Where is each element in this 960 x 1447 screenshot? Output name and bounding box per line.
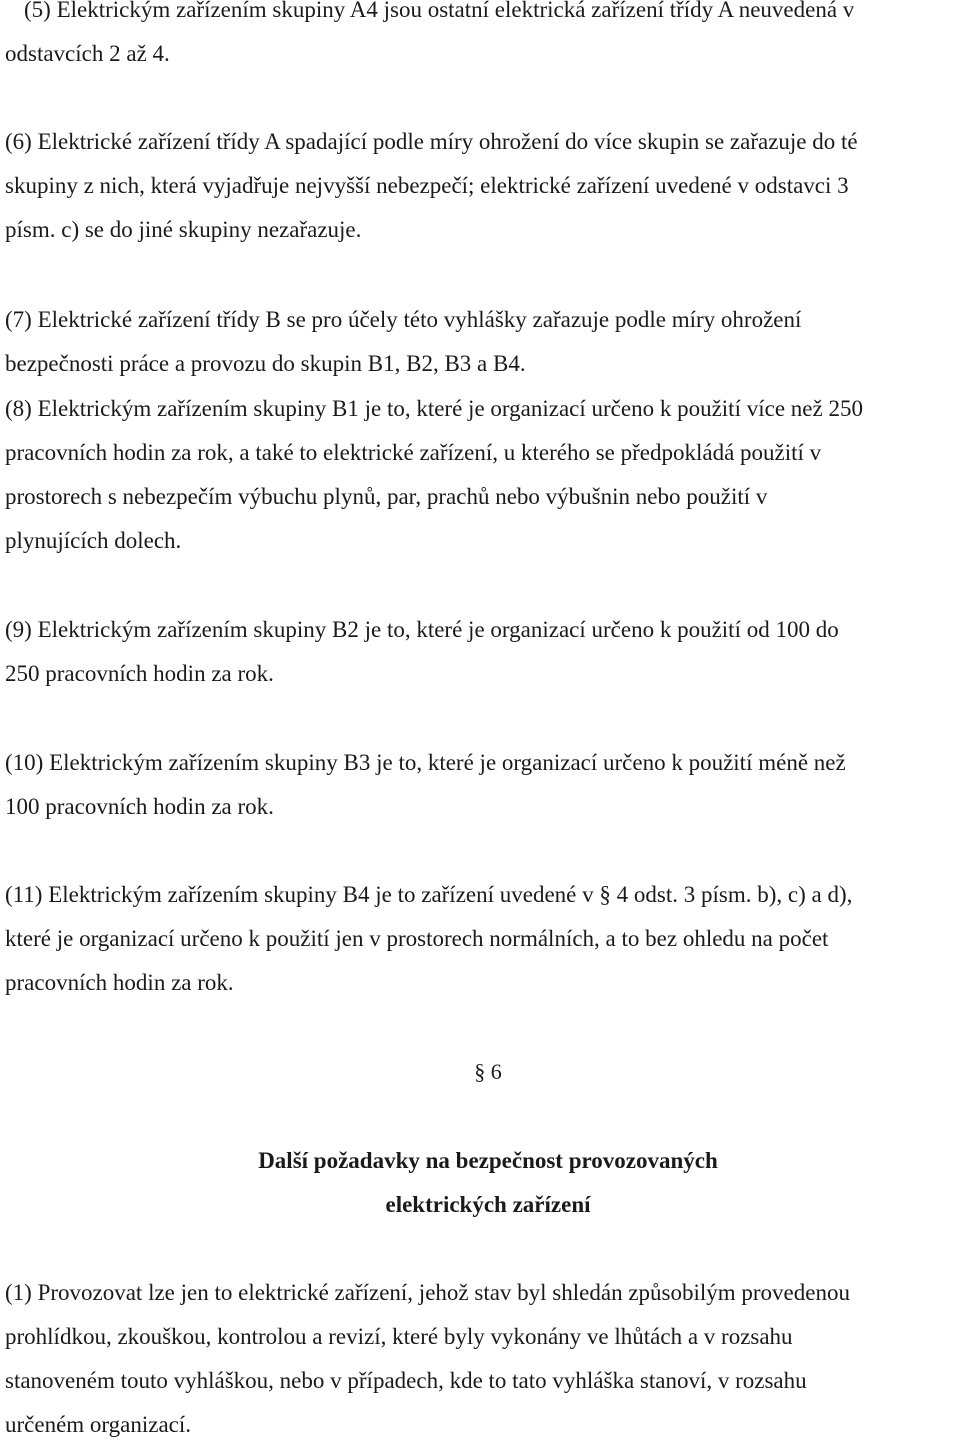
paragraph-9	[5, 608, 960, 696]
text-line: (11) Elektrickým zařízením skupiny B4 je to zařízení uvedené v § 4 odst. 3 písm. b), c) a d),	[5, 882, 853, 907]
text-line: (7) Elektrické zařízení třídy B se pro účely této vyhlášky zařazuje podle míry ohrožení	[5, 307, 802, 332]
text-line: skupiny z nich, která vyjadřuje nejvyšší nebezpečí; elektrické zařízení uvedené v odstavci 3	[5, 173, 849, 198]
text-line: pracovních hodin za rok.	[5, 970, 234, 995]
text-line: (10) Elektrickým zařízením skupiny B3 je to, které je organizací určeno k použití méně než	[5, 750, 846, 775]
paragraph-11	[5, 873, 960, 1005]
text-line: prostorech s nebezpečím výbuchu plynů, par, prachů nebo výbušnin nebo použití v	[5, 484, 768, 509]
text-line: prohlídkou, zkouškou, kontrolou a revizí, které byly vykonány ve lhůtách a v rozsahu	[5, 1324, 793, 1349]
paragraph-7	[5, 298, 960, 386]
text-line: plynujících dolech.	[5, 528, 182, 553]
section-title	[0, 1139, 960, 1227]
text-line: určeném organizací.	[5, 1412, 192, 1437]
section-paragraph-1	[5, 1271, 960, 1447]
text-line: (9) Elektrickým zařízením skupiny B2 je to, které je organizací určeno k použití od 100 do	[5, 617, 839, 642]
paragraph-8	[5, 387, 960, 563]
text-line: stanoveném touto vyhláškou, nebo v případech, kde to tato vyhláška stanoví, v rozsahu	[5, 1368, 807, 1393]
text-line: pracovních hodin za rok, a také to elektrické zařízení, u kterého se předpokládá použití v	[5, 440, 822, 465]
text-line: (6) Elektrické zařízení třídy A spadající podle míry ohrožení do více skupin se zařazuje do té	[5, 129, 858, 154]
section-symbol: § 6	[474, 1059, 502, 1084]
paragraph-5	[5, 0, 960, 76]
text-line: písm. c) se do jiné skupiny nezařazuje.	[5, 217, 362, 242]
section-number	[0, 1050, 960, 1094]
paragraph-10	[5, 741, 960, 829]
text-line: bezpečnosti práce a provozu do skupin B1, B2, B3 a B4.	[5, 351, 526, 376]
paragraph-6	[5, 120, 960, 252]
text-line: odstavcích 2 až 4.	[5, 41, 170, 66]
text-line: které je organizací určeno k použití jen v prostorech normálních, a to bez ohledu na počet	[5, 926, 829, 951]
text-line: (8) Elektrickým zařízením skupiny B1 je to, které je organizací určeno k použití více než 250	[5, 396, 863, 421]
text-line: 250 pracovních hodin za rok.	[5, 661, 274, 686]
section-title-line: elektrických zařízení	[385, 1192, 591, 1217]
section-title-line: Další požadavky na bezpečnost provozovaných	[258, 1148, 718, 1173]
text-line: (1) Provozovat lze jen to elektrické zařízení, jehož stav byl shledán způsobilým provedenou	[5, 1280, 850, 1305]
text-line: (5) Elektrickým zařízením skupiny A4 jsou ostatní elektrická zařízení třídy A neuvedená v	[24, 0, 855, 22]
text-line: 100 pracovních hodin za rok.	[5, 794, 274, 819]
